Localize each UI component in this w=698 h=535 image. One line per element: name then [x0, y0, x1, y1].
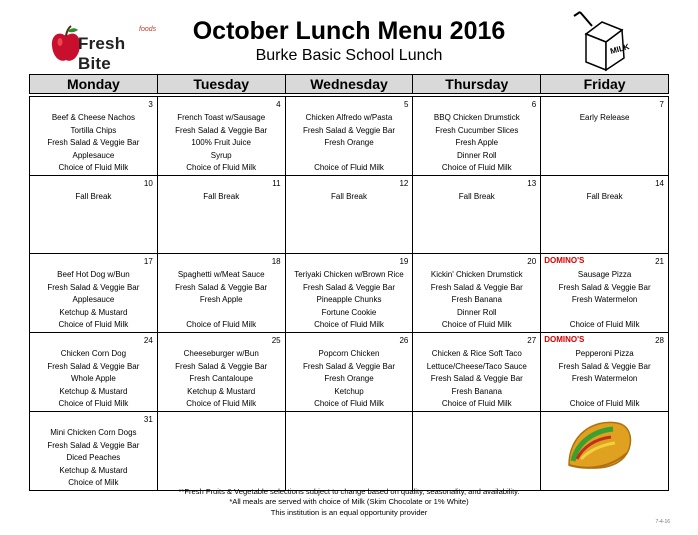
footer-note-milk: *All meals are served with choice of Milk (Skim Chocolate or 1% White): [229, 497, 469, 506]
menu-items: [541, 176, 668, 204]
menu-items: [413, 412, 540, 427]
day-cell: [157, 175, 285, 253]
menu-item: Fresh Salad & Veggie Bar: [47, 361, 140, 371]
menu-item: Choice of Fluid Milk: [58, 163, 129, 173]
day-cell: [413, 411, 541, 490]
menu-item: Choice of Fluid Milk: [441, 163, 512, 173]
menu-items: [158, 176, 285, 204]
menu-item: Choice of Fluid Milk: [441, 399, 512, 409]
menu-item: Fresh Orange: [324, 138, 374, 148]
menu-item: Choice of Fluid Milk: [314, 399, 384, 409]
taco-icon: [563, 409, 635, 481]
menu-item: Syrup: [210, 150, 232, 160]
menu-item: Fresh Salad & Veggie Bar: [302, 125, 396, 135]
menu-item: Fresh Apple: [199, 295, 243, 305]
menu-item: Fresh Banana: [451, 295, 502, 305]
menu-item: Choice of Fluid Milk: [441, 320, 512, 330]
menu-items: [158, 333, 285, 411]
menu-item: Choice of Fluid Milk: [186, 320, 257, 330]
menu-item: Fresh Salad & Veggie Bar: [47, 440, 140, 450]
menu-item: Fresh Watermelon: [571, 374, 638, 384]
menu-items: [413, 333, 540, 411]
menu-items: [286, 97, 413, 175]
date-number: 27: [527, 335, 537, 345]
day-cell: [413, 175, 541, 253]
menu-item: Dinner Roll: [457, 307, 497, 317]
day-cell: [413, 97, 541, 176]
menu-item: Teriyaki Chicken w/Brown Rice: [294, 269, 404, 279]
menu-item: Fresh Salad & Veggie Bar: [47, 138, 140, 148]
menu-item: Diced Peaches: [66, 453, 121, 463]
date-number: 17: [143, 256, 153, 266]
logo-foods-text: foods: [139, 26, 157, 33]
date-number: 21: [655, 256, 664, 266]
menu-items: [158, 97, 285, 175]
date-number: 19: [399, 256, 409, 266]
week-row: [30, 175, 669, 253]
menu-item: Fortune Cookie: [321, 307, 377, 317]
menu-item: Spaghetti w/Meat Sauce: [177, 269, 265, 279]
day-cell: [413, 332, 541, 411]
menu-item: Fresh Cucumber Slices: [435, 125, 519, 135]
menu-item: Fall Break: [458, 191, 495, 201]
date-number: 10: [143, 178, 153, 188]
date-number: 7: [659, 100, 664, 109]
date-number: 28: [655, 335, 664, 345]
day-cell: [30, 97, 158, 176]
menu-item: Fresh Orange: [324, 374, 374, 384]
date-number: 6: [531, 100, 537, 109]
day-header-friday: Friday: [540, 75, 668, 93]
menu-item: Fresh Salad & Veggie Bar: [430, 282, 523, 292]
menu-item: Chicken Alfredo w/Pasta: [305, 113, 393, 122]
day-cell: [541, 253, 669, 332]
menu-items: [30, 176, 157, 204]
page-title: October Lunch Menu 2016: [192, 17, 506, 45]
menu-item: Fresh Salad & Veggie Bar: [302, 361, 396, 371]
day-cell: [30, 411, 158, 490]
menu-item: Beef Hot Dog w/Bun: [57, 269, 130, 279]
menu-item: Choice of Fluid Milk: [314, 163, 384, 173]
menu-item: [541, 386, 668, 399]
menu-items: [286, 412, 413, 427]
menu-item: Kickin' Chicken Drumstick: [430, 269, 523, 279]
menu-items: [286, 254, 413, 332]
day-header-monday: Monday: [66, 76, 120, 92]
day-cell: [157, 411, 285, 490]
day-cell: [541, 175, 669, 253]
day-cell: [157, 97, 285, 176]
menu-item: Choice of Fluid Milk: [186, 163, 257, 173]
day-cell: [541, 97, 669, 176]
day-cell: [285, 175, 413, 253]
footer-note-equal-opportunity: This institution is an equal opportunity provider: [270, 508, 428, 517]
date-number: 31: [143, 414, 153, 424]
menu-item: 100% Fruit Juice: [191, 138, 251, 148]
menu-item: Mini Chicken Corn Dogs: [50, 427, 137, 437]
menu-item: Pineapple Chunks: [316, 295, 382, 305]
menu-item: Ketchup: [334, 386, 364, 396]
menu-items: [413, 176, 540, 204]
menu-item: Tortilla Chips: [70, 125, 117, 135]
date-number: 5: [403, 100, 409, 109]
menu-item: French Toast w/Sausage: [177, 113, 266, 122]
date-number: 11: [272, 178, 281, 188]
menu-item: Choice of Fluid Milk: [314, 320, 384, 330]
menu-item: Fresh Cantaloupe: [189, 374, 253, 384]
day-cell: [157, 332, 285, 411]
day-cell: [285, 411, 413, 490]
menu-item: Ketchup & Mustard: [59, 307, 128, 317]
menu-item: Ketchup & Mustard: [59, 386, 128, 396]
menu-item: Fresh Salad & Veggie Bar: [302, 282, 396, 292]
menu-items: [541, 97, 668, 125]
weekday-header-row: [29, 74, 669, 94]
menu-items: [158, 412, 285, 427]
logo-brand-text: Fresh Bite: [78, 34, 126, 73]
menu-item: Fall Break: [330, 191, 367, 201]
menu-item: Fresh Salad & Veggie Bar: [430, 374, 523, 384]
menu-item: Ketchup & Mustard: [187, 386, 256, 396]
date-number: 13: [527, 178, 537, 188]
day-cell: [541, 332, 669, 411]
menu-item: Choice of Fluid Milk: [58, 320, 129, 330]
menu-items: [541, 254, 668, 332]
menu-item: [286, 150, 413, 163]
date-number: 20: [527, 256, 537, 266]
menu-item: Choice of Fluid Milk: [569, 399, 640, 409]
menu-item: Dinner Roll: [457, 150, 497, 160]
menu-item: Chicken Corn Dog: [60, 348, 127, 358]
menu-item: Fresh Salad & Veggie Bar: [175, 282, 268, 292]
day-cell: [285, 97, 413, 176]
date-number: 26: [399, 335, 409, 345]
week-row: [30, 332, 669, 411]
menu-item: [541, 307, 668, 320]
menu-item: [158, 307, 285, 320]
menu-item: Sausage Pizza: [577, 269, 632, 279]
day-cell: [30, 253, 158, 332]
day-cell: [30, 175, 158, 253]
menu-item: Fresh Salad & Veggie Bar: [558, 282, 651, 292]
date-number: 3: [148, 100, 153, 109]
menu-item: Choice of Fluid Milk: [58, 399, 129, 409]
date-number: 14: [655, 178, 664, 188]
document-date-code: 7-4-16: [655, 519, 670, 525]
day-cell: [413, 253, 541, 332]
day-cell: [285, 253, 413, 332]
menu-item: Fall Break: [586, 191, 623, 201]
menu-item: Lettuce/Cheese/Taco Sauce: [426, 361, 527, 371]
day-header-tuesday: Tuesday: [157, 75, 285, 93]
menu-item: Pepperoni Pizza: [575, 348, 634, 358]
menu-item: Choice of Fluid Milk: [186, 399, 257, 409]
menu-item: Popcorn Chicken: [318, 348, 380, 358]
menu-items: [30, 412, 157, 490]
day-cell: [30, 332, 158, 411]
menu-item: Cheeseburger w/Bun: [183, 348, 259, 358]
menu-item: Applesauce: [72, 295, 115, 305]
menu-items: [286, 333, 413, 411]
milk-label: MILK: [609, 42, 631, 56]
menu-item: Beef & Cheese Nachos: [51, 113, 135, 122]
menu-item: Fresh Salad & Veggie Bar: [175, 125, 268, 135]
menu-item: Applesauce: [72, 150, 115, 160]
dominos-badge: DOMINO'S: [544, 334, 585, 344]
menu-item: Ketchup & Mustard: [59, 465, 128, 475]
week-row: [30, 97, 669, 176]
dominos-badge: DOMINO'S: [544, 255, 585, 265]
menu-items: [30, 254, 157, 332]
menu-item: Choice of Milk: [68, 478, 119, 488]
menu-item: Fresh Banana: [451, 386, 502, 396]
menu-item: Fall Break: [203, 191, 240, 201]
date-number: 18: [271, 256, 281, 266]
date-number: 25: [271, 335, 281, 345]
menu-item: Fresh Apple: [455, 138, 499, 148]
menu-items: [541, 333, 668, 411]
menu-item: Fresh Salad & Veggie Bar: [47, 282, 140, 292]
menu-items: [158, 254, 285, 332]
menu-item: Fresh Salad & Veggie Bar: [175, 361, 268, 371]
menu-items: [413, 97, 540, 175]
menu-items: [30, 333, 157, 411]
day-header-thursday: Thursday: [412, 75, 540, 93]
footer-note-freshness: **Fresh Fruits & Vegetable selections subject to change based on quality, seasonality, and availability.: [178, 487, 520, 496]
week-row: [30, 253, 669, 332]
day-cell: [157, 253, 285, 332]
day-header-wednesday: Wednesday: [285, 75, 413, 93]
date-number: 12: [399, 178, 409, 188]
menu-item: Fresh Watermelon: [571, 295, 638, 305]
menu-item: Fresh Salad & Veggie Bar: [558, 361, 651, 371]
menu-item: Choice of Fluid Milk: [569, 320, 640, 330]
menu-items: [413, 254, 540, 332]
day-cell: [285, 332, 413, 411]
menu-item: Chicken & Rice Soft Taco: [431, 348, 522, 358]
menu-item: Early Release: [579, 113, 630, 122]
date-number: 24: [143, 335, 153, 345]
menu-item: Fall Break: [75, 191, 112, 201]
date-number: 4: [276, 100, 281, 109]
menu-item: BBQ Chicken Drumstick: [433, 113, 520, 122]
page-subtitle: Burke Basic School Lunch: [255, 47, 443, 64]
menu-item: Whole Apple: [70, 374, 116, 384]
menu-items: [286, 176, 413, 204]
milk-carton-icon: [566, 10, 642, 72]
menu-items: [30, 97, 157, 175]
